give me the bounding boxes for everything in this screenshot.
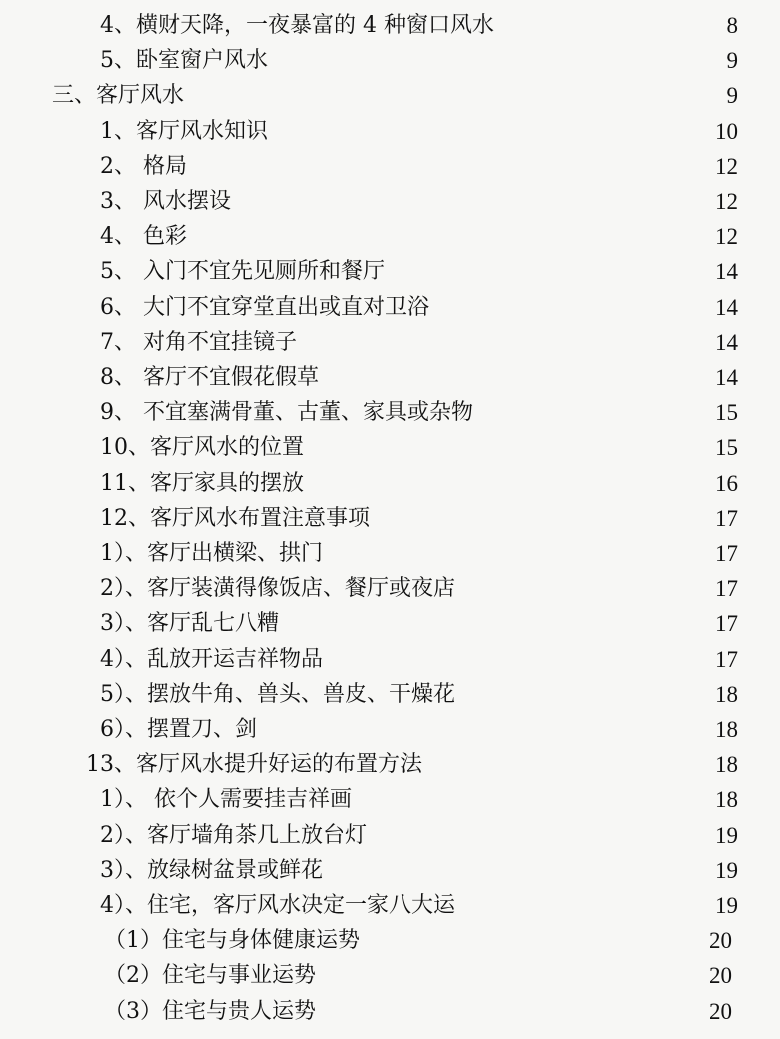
- toc-entry-page-number: 18: [715, 752, 738, 778]
- toc-entry-title: 5）、摆放牛角、兽头、兽皮、干燥花: [100, 681, 455, 707]
- toc-entry-page-number: 19: [715, 822, 738, 848]
- toc-entry-title: 8、 客厅不宜假花假草: [100, 365, 319, 390]
- toc-entry-title: 9、 不宜塞满骨董、古董、家具或杂物: [100, 400, 473, 426]
- toc-entry: [100, 220, 738, 254]
- toc-entry-title: 三、客厅风水: [52, 83, 185, 109]
- toc-entry: [100, 9, 738, 43]
- toc-dot-leader: [371, 819, 713, 853]
- toc-entry-page-number: 14: [715, 365, 738, 390]
- toc-dot-leader: [308, 467, 713, 501]
- toc-entry-title: 4、 色彩: [100, 224, 187, 250]
- toc-entry: [100, 854, 738, 888]
- toc-dot-leader: [320, 959, 707, 993]
- toc-entry-title: 4）、乱放开运吉祥物品: [100, 646, 323, 672]
- toc-entry-page-number: 17: [715, 576, 738, 602]
- toc-entry-title: 12、客厅风水布置注意事项: [100, 505, 370, 531]
- toc-entry-page-number: 17: [715, 541, 738, 566]
- toc-entry-page-number: 15: [715, 400, 738, 426]
- toc-entry-page-number: 18: [715, 717, 738, 742]
- toc-dot-leader: [283, 607, 713, 641]
- toc-entry-title: 2、 格局: [100, 153, 187, 179]
- toc-dot-leader: [323, 361, 713, 395]
- toc-entry-title: 3）、放绿树盆景或鲜花: [100, 857, 323, 883]
- toc-entry-title: 1、客厅风水知识: [100, 118, 268, 144]
- toc-entry-page-number: 18: [715, 681, 738, 707]
- toc-entry: [100, 44, 738, 78]
- toc-entry-page-number: 17: [715, 505, 738, 531]
- toc-entry: [100, 150, 738, 184]
- toc-dot-leader: [426, 748, 713, 782]
- toc-dot-leader: [374, 502, 713, 536]
- toc-entry: [100, 326, 738, 360]
- toc-entry: [86, 748, 738, 782]
- toc-entry: [100, 713, 738, 747]
- toc-dot-leader: [327, 854, 713, 888]
- toc-entry-title: （3）住宅与贵人运势: [104, 998, 316, 1024]
- toc-entry-title: 4）、住宅，客厅风水决定一家八大运: [100, 893, 455, 918]
- toc-dot-leader: [272, 115, 713, 149]
- toc-entry-page-number: 9: [726, 48, 738, 74]
- toc-entry-title: 1）、客厅出横梁、拱门: [100, 541, 323, 566]
- toc-entry: [100, 502, 738, 536]
- toc-entry-title: 5、卧室窗户风水: [100, 48, 268, 74]
- toc-entry-page-number: 14: [715, 329, 738, 355]
- toc-entry-page-number: 14: [715, 259, 738, 285]
- toc-entry: [104, 924, 732, 958]
- toc-entry-title: 2）、客厅装潢得像饭店、餐厅或夜店: [100, 576, 455, 602]
- toc-dot-leader: [356, 783, 713, 817]
- toc-entry-page-number: 19: [715, 857, 738, 883]
- toc-dot-leader: [459, 572, 713, 606]
- toc-entry-title: 13、客厅风水提升好运的布置方法: [86, 752, 422, 778]
- toc-entry: [100, 819, 738, 853]
- toc-entry-title: （2）住宅与事业运势: [104, 963, 316, 989]
- toc-entry: [100, 396, 738, 430]
- toc-entry-title: 1）、 依个人需要挂吉祥画: [100, 787, 352, 813]
- toc-entry-page-number: 12: [715, 224, 738, 250]
- toc-dot-leader: [477, 396, 713, 430]
- toc-entry-title: （1）住宅与身体健康运势: [104, 928, 360, 954]
- toc-entry-title: 4、横财天降，一夜暴富的 4 种窗口风水: [100, 13, 494, 38]
- toc-entry: [100, 678, 738, 712]
- toc-entry-title: 5、 入门不宜先见厕所和餐厅: [100, 259, 385, 285]
- toc-dot-leader: [188, 79, 724, 113]
- toc-entry-page-number: 16: [715, 470, 738, 496]
- toc-dot-leader: [301, 326, 713, 360]
- toc-entry-page-number: 8: [726, 13, 738, 38]
- toc-dot-leader: [261, 713, 713, 747]
- toc-entry-page-number: 20: [709, 928, 732, 954]
- toc-dot-leader: [459, 678, 713, 712]
- toc-entry-title: 2）、客厅墙角茶几上放台灯: [100, 822, 367, 848]
- toc-entry-title: 6）、摆置刀、剑: [100, 717, 257, 742]
- toc-entry: [100, 607, 738, 641]
- toc-entry: [104, 995, 732, 1029]
- toc-entry: [100, 361, 738, 395]
- toc-entry-title: 3）、客厅乱七八糟: [100, 611, 279, 637]
- toc-entry: [100, 431, 738, 465]
- toc-entry: [52, 79, 738, 113]
- toc-entry-page-number: 20: [709, 998, 732, 1024]
- toc-dot-leader: [191, 150, 713, 184]
- toc-entry: [100, 467, 738, 501]
- toc-dot-leader: [364, 924, 707, 958]
- toc-entry-page-number: 15: [715, 435, 738, 461]
- toc-entry: [100, 572, 738, 606]
- toc-entry: [100, 255, 738, 289]
- toc-entry-page-number: 14: [715, 294, 738, 320]
- toc-dot-leader: [191, 220, 713, 254]
- toc-entry: [100, 537, 738, 571]
- toc-entry: [104, 959, 732, 993]
- toc-entry: [100, 291, 738, 325]
- toc-dot-leader: [320, 995, 707, 1029]
- toc-dot-leader: [327, 643, 713, 677]
- toc-dot-leader: [327, 537, 713, 571]
- toc-entry-title: 7、 对角不宜挂镜子: [100, 329, 297, 355]
- toc-dot-leader: [308, 431, 713, 465]
- toc-entry-page-number: 20: [709, 963, 732, 989]
- toc-dot-leader: [498, 9, 725, 43]
- toc-entry-title: 6、 大门不宜穿堂直出或直对卫浴: [100, 294, 429, 320]
- toc-entry-page-number: 12: [715, 153, 738, 179]
- toc-entry: [100, 783, 738, 817]
- toc-dot-leader: [433, 291, 713, 325]
- toc-entry: [100, 185, 738, 219]
- toc-entry-title: 3、 风水摆设: [100, 189, 231, 214]
- toc-entry-title: 10、客厅风水的位置: [100, 435, 304, 461]
- toc-entry-page-number: 17: [715, 646, 738, 672]
- toc-entry-page-number: 17: [715, 611, 738, 637]
- toc-dot-leader: [272, 44, 725, 78]
- toc-dot-leader: [235, 185, 713, 219]
- toc-entry-page-number: 19: [715, 893, 738, 918]
- toc-entry: [100, 115, 738, 149]
- toc-entry-page-number: 18: [715, 787, 738, 813]
- toc-entry: [100, 889, 738, 923]
- toc-entry: [100, 643, 738, 677]
- toc-dot-leader: [459, 889, 713, 923]
- toc-dot-leader: [389, 255, 713, 289]
- toc-entry-page-number: 9: [726, 83, 738, 109]
- toc-entry-page-number: 12: [715, 189, 738, 214]
- toc-entry-title: 11、客厅家具的摆放: [100, 470, 304, 496]
- toc-entry-page-number: 10: [715, 118, 738, 144]
